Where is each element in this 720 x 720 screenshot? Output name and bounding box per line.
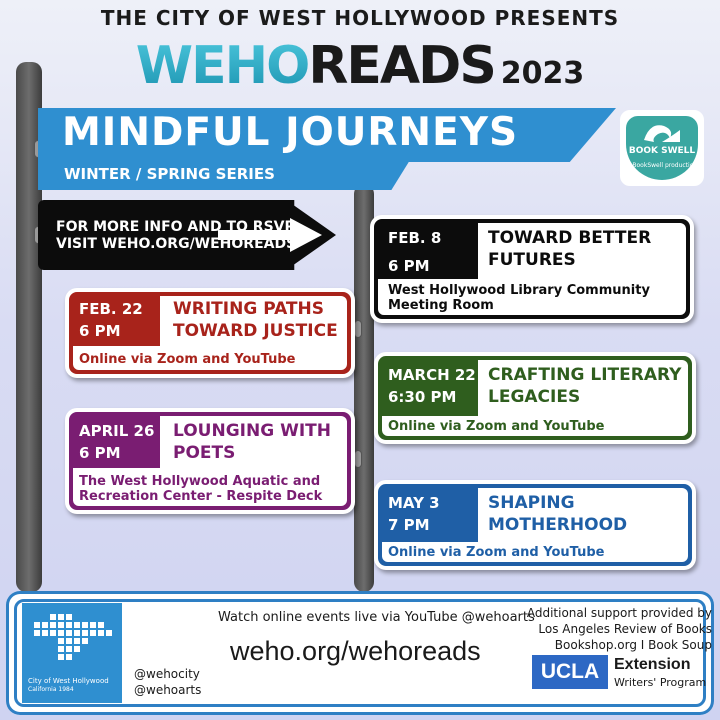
event-time: 7 PM bbox=[388, 516, 430, 534]
event-date: MARCH 22 bbox=[388, 366, 476, 384]
event-time: 6 PM bbox=[79, 322, 121, 340]
social-handles bbox=[134, 666, 201, 698]
event-title-line-2: LEGACIES bbox=[488, 387, 581, 407]
event-date-time bbox=[79, 420, 154, 464]
rsvp-text bbox=[56, 219, 296, 253]
pole-bolt bbox=[354, 450, 362, 468]
event-date-time bbox=[388, 227, 441, 277]
brand-year: 2023 bbox=[500, 56, 585, 91]
bookswell-tagline: a BookSwell production bbox=[626, 162, 698, 169]
event-title bbox=[488, 227, 651, 271]
extension-label: Extension bbox=[614, 656, 691, 673]
event-location bbox=[79, 352, 296, 367]
event-date: MAY 3 bbox=[388, 494, 440, 512]
presenter-line: THE CITY OF WEST HOLLYWOOD PRESENTS bbox=[100, 6, 620, 30]
support-line-3: Bookshop.org I Book Soup bbox=[554, 638, 712, 652]
handle-wehoarts[interactable]: @wehoarts bbox=[134, 683, 202, 697]
event-location bbox=[79, 474, 322, 504]
event-title bbox=[488, 364, 681, 408]
brand-logo bbox=[0, 36, 720, 96]
brand-reads: READS bbox=[308, 36, 495, 96]
event-date: FEB. 22 bbox=[79, 300, 143, 318]
event-time: 6 PM bbox=[79, 444, 121, 462]
event-date: APRIL 26 bbox=[79, 422, 155, 440]
event-location bbox=[388, 545, 605, 560]
event-sign-feb-22 bbox=[65, 288, 355, 378]
handle-wehocity[interactable]: @wehocity bbox=[134, 667, 200, 681]
event-date-time bbox=[388, 364, 476, 408]
event-title bbox=[173, 298, 338, 342]
support-line-1: Additional support provided by bbox=[526, 606, 712, 620]
support-credits bbox=[520, 605, 712, 653]
wave-icon bbox=[640, 120, 684, 144]
event-date: FEB. 8 bbox=[388, 229, 442, 247]
event-title-line-2: MOTHERHOOD bbox=[488, 515, 628, 535]
event-title-line-1: SHAPING bbox=[488, 493, 575, 513]
event-time: 6:30 PM bbox=[388, 388, 457, 406]
event-location-line-1: West Hollywood Library Community bbox=[388, 283, 650, 298]
event-title bbox=[173, 420, 331, 464]
event-sign-feb-8 bbox=[370, 215, 694, 323]
event-sign-may-3 bbox=[374, 480, 696, 570]
rsvp-line-1: FOR MORE INFO AND TO RSVP bbox=[56, 219, 295, 235]
series-title: MINDFUL JOURNEYS bbox=[62, 110, 519, 155]
brand-weho: WEHO bbox=[135, 36, 309, 96]
writers-program-label: Writers' Program bbox=[614, 676, 707, 689]
pole-bolt bbox=[354, 320, 362, 338]
event-location-line-1: Online via Zoom and YouTube bbox=[388, 545, 605, 560]
event-location-line-1: Online via Zoom and YouTube bbox=[388, 419, 605, 434]
bookswell-name: BOOK SWELL bbox=[628, 146, 696, 156]
event-location-line-2: Meeting Room bbox=[388, 298, 494, 313]
event-title-line-1: TOWARD BETTER bbox=[488, 228, 652, 248]
event-title bbox=[488, 492, 627, 536]
series-subtitle: WINTER / SPRING SERIES bbox=[64, 165, 275, 183]
event-title-line-2: TOWARD JUSTICE bbox=[173, 321, 338, 341]
event-location-line-2: Recreation Center - Respite Deck bbox=[79, 489, 323, 504]
event-location-line-1: Online via Zoom and YouTube bbox=[79, 352, 296, 367]
event-time: 6 PM bbox=[388, 257, 430, 275]
event-location bbox=[388, 283, 650, 313]
event-title-line-1: WRITING PATHS bbox=[173, 299, 324, 319]
event-date-time bbox=[79, 298, 143, 342]
event-location bbox=[388, 419, 605, 434]
event-location-line-1: The West Hollywood Aquatic and bbox=[79, 474, 321, 489]
event-sign-march-22 bbox=[374, 352, 696, 444]
city-logo-name: City of West Hollywood bbox=[28, 677, 109, 685]
event-title-line-2: FUTURES bbox=[488, 250, 576, 270]
event-date-time bbox=[388, 492, 440, 536]
watch-online-text: Watch online events live via YouTube @wehoarts bbox=[218, 610, 535, 625]
ucla-logo: UCLA bbox=[532, 655, 608, 689]
city-logo-sub: California 1984 bbox=[28, 686, 74, 693]
event-sign-april-26 bbox=[65, 408, 355, 514]
event-title-line-1: CRAFTING LITERARY bbox=[488, 365, 682, 385]
website-link[interactable]: weho.org/wehoreads bbox=[230, 636, 481, 666]
event-title-line-2: POETS bbox=[173, 443, 236, 463]
city-grid-icon bbox=[30, 612, 116, 672]
event-title-line-1: LOUNGING WITH bbox=[173, 421, 331, 441]
support-line-2: Los Angeles Review of Books bbox=[538, 622, 712, 636]
rsvp-line-2: VISIT WEHO.ORG/WEHOREADS bbox=[56, 236, 297, 252]
